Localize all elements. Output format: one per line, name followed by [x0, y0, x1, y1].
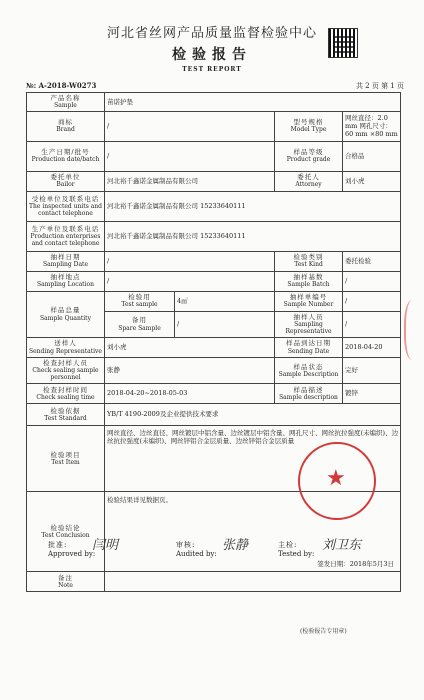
table-row [27, 291, 401, 311]
table-row [27, 171, 401, 191]
sending-rep-label: 送样人 Sending Representative [27, 337, 105, 357]
sample-desc2-label: 样品描述 Sample description [275, 383, 343, 403]
table-row [27, 357, 401, 383]
audited-signature: 张静 [222, 538, 249, 553]
sample-desc2-value: 镀锌 [343, 383, 401, 403]
table-row [27, 571, 401, 591]
sample-number-value: / [343, 291, 401, 311]
table-row [27, 383, 401, 403]
sample-batch-label: 抽样基数 Sample Batch [275, 271, 343, 291]
sending-rep-value: 刘小虎 [105, 337, 275, 357]
test-standard-label: 检验依据 Test Standard [27, 403, 105, 425]
test-item-label: 检验项目 Test Item [27, 425, 105, 491]
sample-value: 苗诺护垫 [105, 93, 401, 112]
bailor-value: 河北裕千鑫诺金属制品有限公司 [105, 171, 275, 191]
spare-sample-label: 备用 Spare Sample [105, 311, 175, 337]
sample-quantity-label: 样品总量 Sample Quantity [27, 291, 105, 337]
sample-batch-value: / [343, 271, 401, 291]
seam-stamp-icon [404, 300, 424, 360]
org-name: 河北省丝网产品质量监督检验中心 [106, 26, 317, 41]
report-number: №: A-2018-W0273 [26, 81, 97, 90]
sign-date: 签发日期：2018年5月3日 [317, 559, 395, 568]
sample-desc1-label: 样品状态 Sample Description [275, 357, 343, 383]
sending-date-value: 2018-04-20 [343, 337, 401, 357]
table-row [27, 337, 401, 357]
conclusion-label: 检验结论 Test Conclusion [27, 491, 105, 571]
test-kind-value: 委托检验 [343, 251, 401, 271]
production-enterprises-label: 生产单位及联系电话 Production enterprises and contact telephone [27, 221, 105, 251]
table-row [27, 191, 401, 221]
inspected-units-label: 受检单位及联系电话 The inspected units and contact telephone [27, 191, 105, 221]
table-row [27, 251, 401, 271]
report-subtitle: TEST REPORT [182, 66, 242, 73]
test-standard-value: YB/T 4190-2009及企业提供技术要求 [105, 403, 401, 425]
inspected-units-value: 河北裕千鑫诺金属制品有限公司 15233640111 [105, 191, 401, 221]
table-row [27, 221, 401, 251]
brand-value: / [105, 111, 275, 141]
check-time-value: 2018-04-20~2018-05-03 [105, 383, 275, 403]
sampling-date-value: / [105, 251, 275, 271]
sampling-location-value: / [105, 271, 275, 291]
brand-label: 商标 Brand [27, 111, 105, 141]
test-item-value: 网丝直径、边丝直径、网丝镀层中铝含量、边丝镀层中铝含量、网孔尺寸、网丝抗拉强度(未编织)、边丝抗拉强度(未编织)、网丝锌铝合金层质量、边丝锌铝合金层质量 [105, 425, 401, 491]
approved-label: 批准: Approved by: [48, 541, 96, 558]
attorney-value: 刘小虎 [343, 171, 401, 191]
sample-desc1-value: 完好 [343, 357, 401, 383]
tested-signature: 刘卫东 [322, 538, 362, 553]
report-title: 检验报告 [172, 47, 252, 63]
sampling-date-label: 抽样日期 Sampling Date [27, 251, 105, 271]
attorney-label: 委托人 Attorney [275, 171, 343, 191]
page-info: 共 2 页 第 1 页 [355, 82, 404, 90]
bailor-label: 委托单位 Bailor [27, 171, 105, 191]
sampling-rep-value: / [343, 311, 401, 337]
sealing-person-value: 张静 [105, 357, 275, 383]
test-kind-label: 检验类别 Test Kind [275, 251, 343, 271]
note-value [105, 571, 401, 591]
note-label: 备注 Note [27, 571, 105, 591]
check-time-label: 检查封样时间 Check sealing time [27, 383, 105, 403]
table-row [27, 271, 401, 291]
tested-label: 主检: Tested by: [278, 541, 315, 558]
conclusion-value: 检验结果详见数据页。 [107, 495, 172, 504]
model-value: 网丝直径：2.0 mm 网孔尺寸：60 mm ×80 mm [343, 111, 401, 141]
sending-date-label: 样品到达日期 Sending Date [275, 337, 343, 357]
sampling-rep-label: 抽样人员 Sampling Representative [275, 311, 343, 337]
model-label: 型号规格 Model Type [275, 111, 343, 141]
sample-label: 产品名称 Sample [27, 93, 105, 112]
test-sample-label: 检验用 Test sample [105, 291, 175, 311]
table-row [27, 111, 401, 141]
production-date-value: / [105, 141, 275, 171]
stamp-note: (检验报告专用章) [300, 628, 347, 635]
spare-sample-value: / [175, 311, 275, 337]
audited-label: 审核: Audited by: [176, 541, 217, 558]
sample-number-label: 抽样单编号 Sample Number [275, 291, 343, 311]
official-stamp-icon: ★ [298, 442, 376, 520]
table-row [27, 403, 401, 425]
grade-value: 合格品 [343, 141, 401, 171]
test-sample-value: 4㎡ [175, 291, 275, 311]
table-row [27, 93, 401, 112]
table-row [27, 141, 401, 171]
sealing-person-label: 检查封样人员 Check sealing sample personnel [27, 357, 105, 383]
sampling-location-label: 抽样地点 Sampling Location [27, 271, 105, 291]
grade-label: 样品等级 Product grade [275, 141, 343, 171]
production-enterprises-value: 河北裕千鑫诺金属制品有限公司 15233640111 [105, 221, 401, 251]
approved-signature: 闫明 [92, 538, 119, 553]
production-date-label: 生产日期/批号 Production date/batch [27, 141, 105, 171]
